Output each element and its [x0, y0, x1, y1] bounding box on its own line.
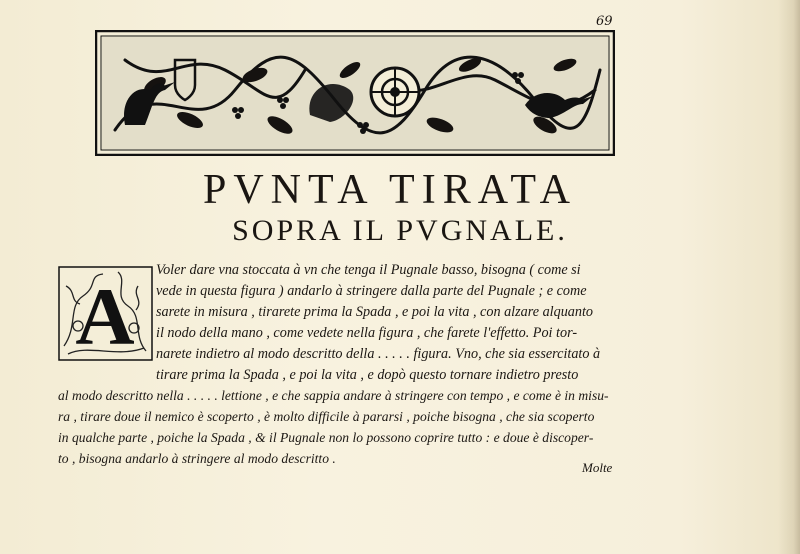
text-line: Voler dare vna stoccata à vn che tenga il Pugnale basso, bisogna ( come si [156, 262, 581, 278]
text-line: tirare prima la Spada , e poi la vita , e dopò questo tornare indietro presto [156, 367, 579, 383]
text-line: sarete in misura , tirarete prima la Spada , e poi la vita , con alzare alquanto [156, 304, 594, 320]
text-line: al modo descritto nella . . . . . lettione , e che sappia andare à stringere con tempo , e come è in misu- [58, 388, 609, 403]
page-subtitle: SOPRA IL PVGNALE. [232, 214, 568, 247]
catchword: Molte [582, 460, 613, 475]
ornament-banner-icon [95, 30, 615, 156]
text-line: to , bisogna andarlo à stringere al modo descritto . [58, 451, 336, 466]
page-title: PVNTA TIRATA [202, 167, 578, 213]
dropcap-a-icon [58, 266, 153, 361]
text-line: ra , tirare doue il nemico è scoperto , è molto difficile à pararsi , poiche bisogna , che sia scoperto [58, 409, 595, 424]
text-line: in qualche parte , poiche la Spada , & il Pugnale non lo possono coprire tutto : e doue è discoper- [58, 430, 594, 445]
text-line: il nodo della mano , come vedete nella figura , che farete l'effetto. Poi tor- [156, 325, 578, 341]
text-line: narete indietro al modo descritto della . . . . . figura. Vno, che sia essercitato à [156, 346, 601, 362]
page-edge-shadow [778, 0, 800, 554]
page-number: 69 [596, 14, 613, 29]
text-line: vede in questa figura ) andarlo à stringere dalla parte del Pugnale ; e come [156, 283, 587, 299]
dropcap-letter: A [75, 271, 135, 361]
